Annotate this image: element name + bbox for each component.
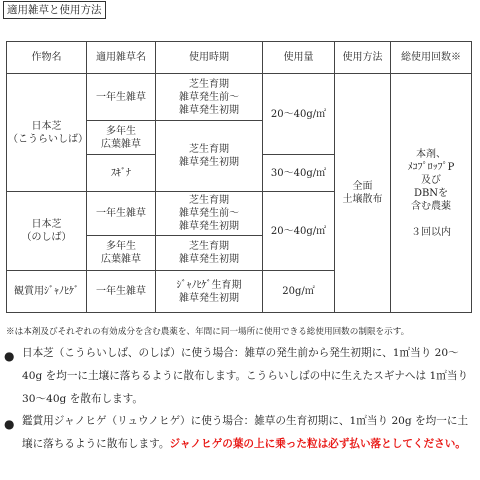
header-crop: 作物名 — [7, 42, 87, 74]
weed-cell: 一年生雑草 — [87, 271, 156, 313]
timing-cell: ｼﾞｬﾉﾋｹﾞ生育期 雑草発生初期 — [156, 271, 263, 313]
header-dose: 使用量 — [263, 42, 335, 74]
bullet-icon: ● — [4, 417, 15, 431]
bullet-icon: ● — [4, 349, 15, 363]
weed-cell: 一年生雑草 — [87, 192, 156, 236]
count-cell: 本剤、 ﾒｺﾌﾟﾛｯﾌﾟP 及び DBNを 含む農薬 ３回以内 — [391, 74, 472, 313]
timing-cell: 芝生育期 雑草発生初期 — [156, 236, 263, 271]
method-cell: 全面 土壌散布 — [335, 74, 391, 313]
weed-cell: 多年生 広葉雑草 — [87, 121, 156, 155]
warning-text: ジャノヒゲの葉の上に乗った粒は必ず払い落としてください。 — [169, 438, 466, 450]
instruction-text: 鑑賞用ジャノヒゲ（リュウノヒゲ）に使う場合：雑草の生育初期に、1㎡当り 20g を均一に土壌に落ちるように散布します。 — [22, 415, 469, 450]
weed-cell: 多年生 広葉雑草 — [87, 236, 156, 271]
table-row — [7, 74, 472, 121]
dose-cell: 20～40g/㎡ — [263, 192, 335, 271]
timing-cell: 芝生育期 雑草発生初期 — [156, 121, 263, 192]
header-method: 使用方法 — [335, 42, 391, 74]
usage-table — [6, 41, 472, 313]
dose-cell: 30～40g/㎡ — [263, 155, 335, 192]
header-timing: 使用時期 — [156, 42, 263, 74]
weed-cell: ｽｷﾞﾅ — [87, 155, 156, 192]
weed-cell: 一年生雑草 — [87, 74, 156, 121]
section-title: 適用雑草と使用方法 — [3, 1, 106, 19]
dose-cell: 20～40g/㎡ — [263, 74, 335, 155]
timing-cell: 芝生育期 雑草発生前～ 雑草発生初期 — [156, 192, 263, 236]
crop-cell: 日本芝 （のしば） — [7, 192, 87, 271]
table-header-row — [7, 42, 472, 74]
crop-cell: 日本芝 （こうらいしば） — [7, 74, 87, 192]
header-weed: 適用雑草名 — [87, 42, 156, 74]
footnote: ※は本剤及びそれぞれの有効成分を含む農薬を、年間に同一場所に使用できる総使用回数の制限を示す。 — [6, 327, 410, 337]
instruction-paragraph: 日本芝（こうらいしば、のしば）に使う場合：雑草の発生前から発生初期に、1㎡当り 20～40g を均一に土壌に落ちるように散布します。こうらいしばの中に生えたスギナへは 1㎡当り 30～40g を散布します。 — [22, 347, 469, 405]
instruction-paragraph — [22, 410, 472, 456]
dose-cell: 20g/㎡ — [263, 271, 335, 313]
header-count: 総使用回数※ — [391, 42, 472, 74]
crop-cell: 観賞用ｼﾞｬﾉﾋｹﾞ — [7, 271, 87, 313]
timing-cell: 芝生育期 雑草発生前～ 雑草発生初期 — [156, 74, 263, 121]
